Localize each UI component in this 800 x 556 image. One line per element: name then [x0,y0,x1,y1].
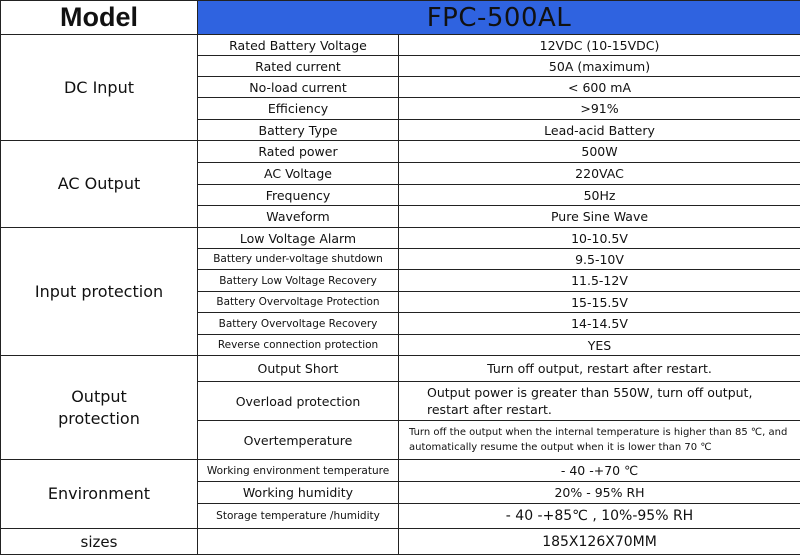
table-row [1,529,800,555]
param-label: Reverse connection protection [198,335,399,356]
param-value: 500W [399,141,800,163]
param-value: Turn off output, restart after restart. [399,356,800,382]
param-value: 11.5-12V [399,270,800,292]
group-environment: Environment [1,460,198,529]
param-value: < 600 mA [399,77,800,98]
table-row [1,228,800,249]
model-label: Model [1,1,198,35]
param-value: Lead-acid Battery [399,120,800,141]
param-value: - 40 -+70 ℃ [399,460,800,482]
param-value: 220VAC [399,163,800,185]
param-value: Turn off the output when the internal temperature is higher than 85 ℃, and automatically resume the output when it is lower than 70 ℃ [399,421,800,460]
table-row [1,35,800,56]
table-row [1,460,800,482]
param-label: Rated current [198,56,399,77]
param-label: Output Short [198,356,399,382]
param-label: Working humidity [198,482,399,504]
param-label: Battery Overvoltage Protection [198,292,399,313]
param-value: 20% - 95% RH [399,482,800,504]
group-ac-output: AC Output [1,141,198,228]
param-label: Rated Battery Voltage [198,35,399,56]
sizes-value: 185X126X70MM [399,529,800,555]
param-label: Battery Type [198,120,399,141]
param-label: Efficiency [198,98,399,120]
param-label: Rated power [198,141,399,163]
product-name: FPC-500AL [198,1,800,35]
param-value: 9.5-10V [399,249,800,270]
param-label: Frequency [198,185,399,206]
param-value: >91% [399,98,800,120]
param-label: Battery Low Voltage Recovery [198,270,399,292]
param-label: Working environment temperature [198,460,399,482]
table-row [1,356,800,382]
param-value: 50Hz [399,185,800,206]
param-label: Overload protection [198,382,399,421]
param-value: 12VDC (10-15VDC) [399,35,800,56]
param-label: Battery under-voltage shutdown [198,249,399,270]
param-value: 10-10.5V [399,228,800,249]
param-value: Pure Sine Wave [399,206,800,228]
param-label: No-load current [198,77,399,98]
param-value: 14-14.5V [399,313,800,335]
group-output-protection: Output protection [1,356,198,460]
param-value: YES [399,335,800,356]
param-label: AC Voltage [198,163,399,185]
table-row [1,141,800,163]
param-label: Battery Overvoltage Recovery [198,313,399,335]
header-row [1,1,800,35]
sizes-empty-cell [198,529,399,555]
param-label: Low Voltage Alarm [198,228,399,249]
param-value: - 40 -+85℃ , 10%-95% RH [399,504,800,529]
param-label: Waveform [198,206,399,228]
param-value: Output power is greater than 550W, turn off output, restart after restart. [399,382,800,421]
group-dc-input: DC Input [1,35,198,141]
group-input-protection: Input protection [1,228,198,356]
group-sizes: sizes [1,529,198,555]
param-label: Overtemperature [198,421,399,460]
param-value: 50A (maximum) [399,56,800,77]
param-value: 15-15.5V [399,292,800,313]
param-label: Storage temperature /humidity [198,504,399,529]
